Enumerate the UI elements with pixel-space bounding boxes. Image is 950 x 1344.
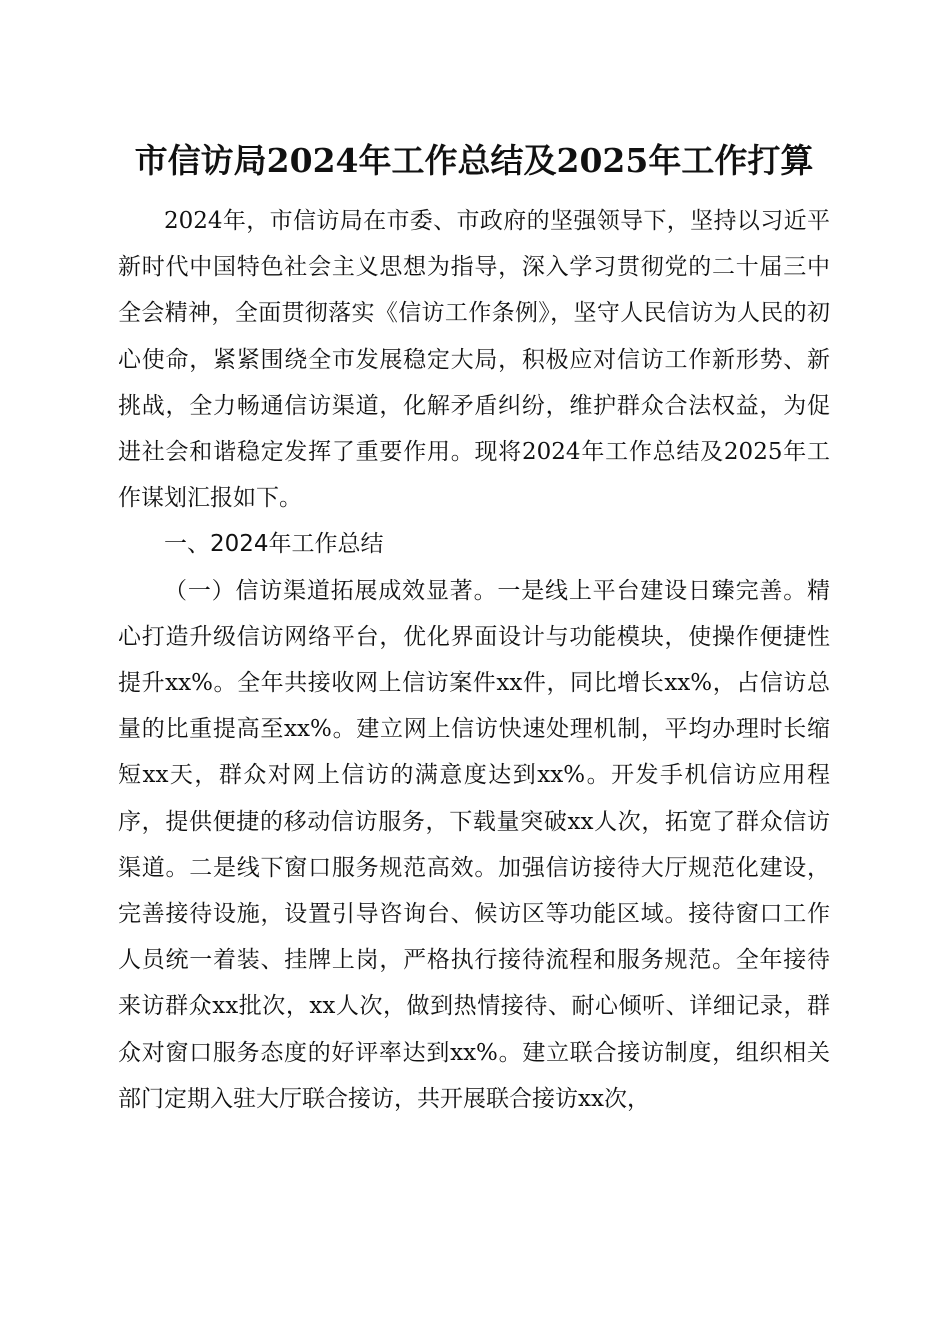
intro-paragraph: 2024年，市信访局在市委、市政府的坚强领导下，坚持以习近平新时代中国特色社会主义思想为指导，深入学习贯彻党的二十届三中全会精神，全面贯彻落实《信访工作条例》，坚守人民信访为人民的初心使命，紧紧围绕全市发展稳定大局，积极应对信访工作新形势、新挑战，全力畅通信访渠道，化解矛盾纠纷，维护群众合法权益，为促进社会和谐稳定发挥了重要作用。现将2024年工作总结及2025年工作谋划汇报如下。 [118,208,830,512]
subsection-text: 一是线上平台建设日臻完善。精心打造升级信访网络平台，优化界面设计与功能模块，使操作便捷性提升xx%。全年共接收网上信访案件xx件，同比增长xx%，占信访总量的比重提高至xx%。建立网上信访快速处理机制，平均办理时长缩短xx天，群众对网上信访的满意度达到xx%。开发手机信访应用程序，提供便捷的移动信访服务，下载量突破xx人次，拓宽了群众信访渠道。二是线下窗口服务规范高效。加强信访接待大厅规范化建设，完善接待设施，设置引导咨询台、候访区等功能区域。接待窗口工作人员统一着装、挂牌上岗，严格执行接待流程和服务规范。全年接待来访群众xx批次，xx人次，做到热情接待、耐心倾听、详细记录，群众对窗口服务态度的好评率达到xx%。建立联合接访制度，组织相关部门定期入驻大厅联合接访，共开展联合接访xx次， [118,577,831,1112]
subsection-lead: （一）信访渠道拓展成效显著。 [164,577,498,604]
document-body [118,198,830,1122]
section-heading-1: 一、2024年工作总结 [164,531,384,558]
subsection-paragraph-1 [118,568,830,1122]
document-page [118,0,830,1344]
document-title: 市信访局2024年工作总结及2025年工作打算 [134,141,814,180]
